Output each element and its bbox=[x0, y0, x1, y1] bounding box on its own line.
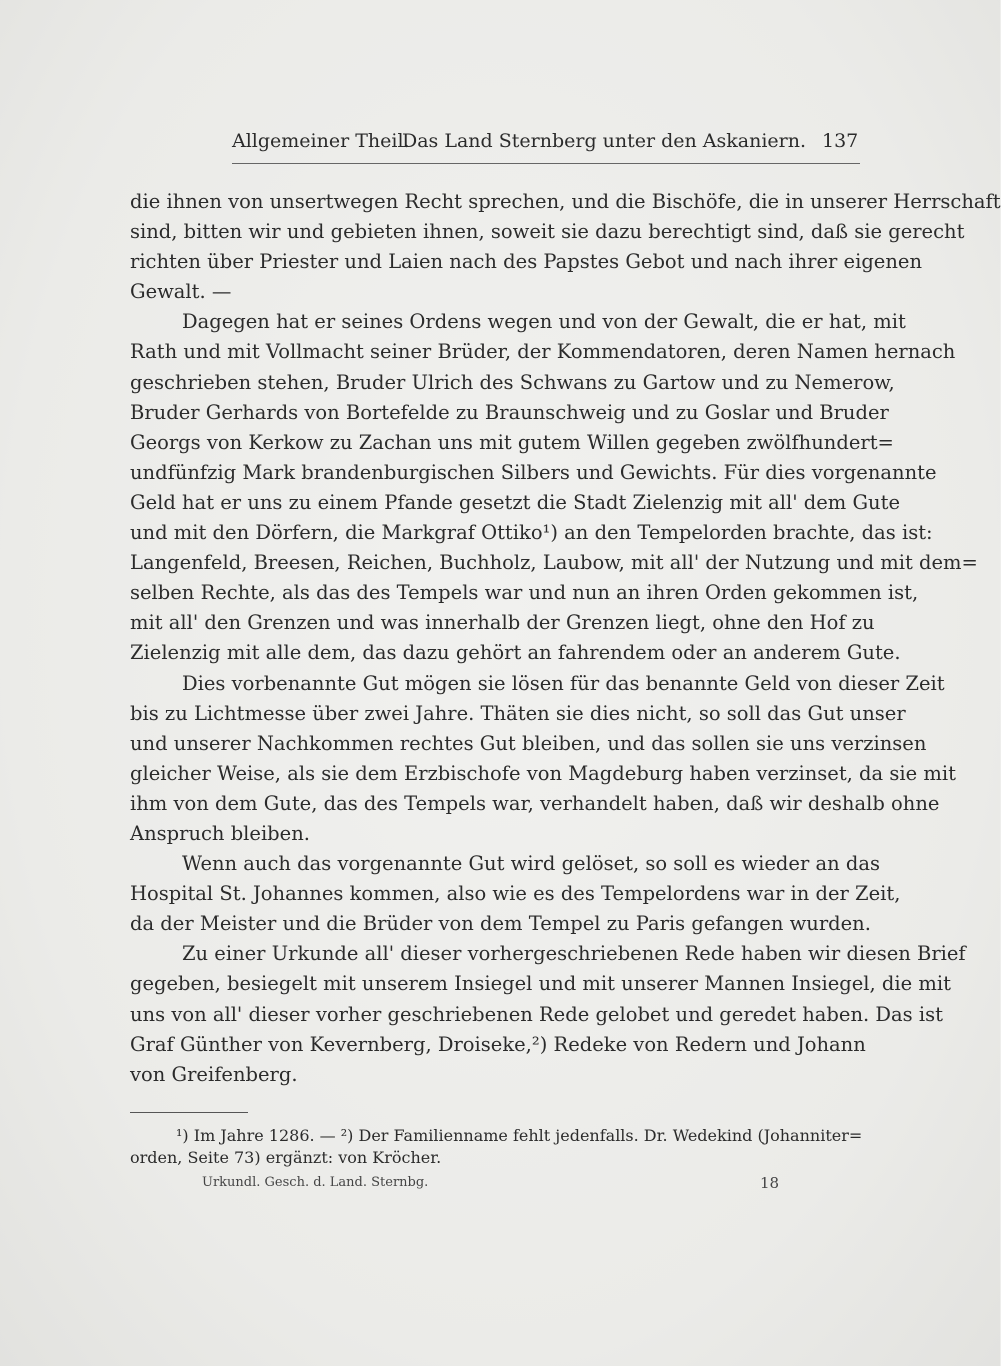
header-section: Allgemeiner Theil. bbox=[232, 130, 410, 152]
header-rule bbox=[232, 163, 860, 164]
body-line: Rath und mit Vollmacht seiner Brüder, der Kommendatoren, deren Namen hernach bbox=[130, 340, 956, 364]
body-line: Zu einer Urkunde all' dieser vorhergeschriebenen Rede haben wir diesen Brief bbox=[182, 942, 966, 966]
body-line: Wenn auch das vorgenannte Gut wird gelöset, so soll es wieder an das bbox=[182, 852, 880, 876]
body-line: gegeben, besiegelt mit unserem Insiegel und mit unserer Mannen Insiegel, die mit bbox=[130, 972, 951, 996]
body-line: Hospital St. Johannes kommen, also wie es des Tempelordens war in der Zeit, bbox=[130, 882, 901, 906]
body-line: selben Rechte, als das des Tempels war und nun an ihren Orden gekommen ist, bbox=[130, 581, 919, 605]
body-line: gleicher Weise, als sie dem Erzbischofe von Magdeburg haben verzinset, da sie mit bbox=[130, 761, 956, 785]
body-line: Langenfeld, Breesen, Reichen, Buchholz, Laubow, mit all' der Nutzung und mit dem= bbox=[130, 551, 978, 575]
body-line: Bruder Gerhards von Bortefelde zu Braunschweig und zu Goslar und Bruder bbox=[130, 400, 889, 424]
body-line: Dies vorbenannte Gut mögen sie lösen für das benannte Geld von dieser Zeit bbox=[182, 671, 945, 695]
footnotes bbox=[130, 1125, 862, 1169]
body-line: und unserer Nachkommen rechtes Gut bleiben, und das sollen sie uns verzinsen bbox=[130, 731, 927, 755]
footnote-line: orden, Seite 73) ergänzt: von Kröcher. bbox=[130, 1148, 442, 1167]
body-line: undfünfzig Mark brandenburgischen Silbers und Gewichts. Für dies vorgenannte bbox=[130, 460, 937, 484]
footnote-rule bbox=[130, 1112, 248, 1113]
body-line: und mit den Dörfern, die Markgraf Ottiko¹) an den Tempelorden brachte, das ist: bbox=[130, 521, 933, 545]
body-line: Graf Günther von Kevernberg, Droiseke,²) Redeke von Redern und Johann bbox=[130, 1032, 866, 1056]
body-line: Zielenzig mit alle dem, das dazu gehört an fahrendem oder an anderem Gute. bbox=[130, 641, 901, 665]
header-title: Das Land Sternberg unter den Askaniern. bbox=[402, 130, 807, 152]
body-line: richten über Priester und Laien nach des Papstes Gebot und nach ihrer eigenen bbox=[130, 250, 923, 274]
sheet-number: 18 bbox=[760, 1174, 780, 1192]
body-line: Georgs von Kerkow zu Zachan uns mit gutem Willen gegeben zwölfhundert= bbox=[130, 430, 894, 454]
body-line: mit all' den Grenzen und was innerhalb der Grenzen liegt, ohne den Hof zu bbox=[130, 611, 875, 635]
body-line: Anspruch bleiben. bbox=[130, 821, 310, 845]
body-text bbox=[130, 187, 1001, 1090]
footnote-line: ¹) Im Jahre 1286. — ²) Der Familienname fehlt jedenfalls. Dr. Wedekind (Johanniter= bbox=[176, 1126, 863, 1145]
body-line: sind, bitten wir und gebieten ihnen, soweit sie dazu berechtigt sind, daß sie gerecht bbox=[130, 220, 965, 244]
printer-signature: Urkundl. Gesch. d. Land. Sternbg. bbox=[202, 1175, 429, 1190]
body-line: Gewalt. — bbox=[130, 280, 232, 304]
body-line: die ihnen von unsertwegen Recht sprechen, und die Bischöfe, die in unserer Herrschaft bbox=[130, 190, 1001, 213]
body-line: bis zu Lichtmesse über zwei Jahre. Thäten sie dies nicht, so soll das Gut unser bbox=[130, 701, 906, 725]
body-line: von Greifenberg. bbox=[130, 1062, 298, 1086]
body-line: Geld hat er uns zu einem Pfande gesetzt die Stadt Zielenzig mit all' dem Gute bbox=[130, 490, 900, 514]
body-line: da der Meister und die Brüder von dem Tempel zu Paris gefangen wurden. bbox=[130, 912, 871, 936]
body-line: geschrieben stehen, Bruder Ulrich des Schwans zu Gartow und zu Nemerow, bbox=[130, 370, 895, 394]
body-line: Dagegen hat er seines Ordens wegen und von der Gewalt, die er hat, mit bbox=[182, 310, 906, 334]
running-header bbox=[232, 130, 860, 160]
body-line: ihm von dem Gute, das des Tempels war, verhandelt haben, daß wir deshalb ohne bbox=[130, 791, 940, 815]
page-number: 137 bbox=[822, 130, 859, 152]
body-line: uns von all' dieser vorher geschriebenen Rede gelobet und geredet haben. Das ist bbox=[130, 1002, 943, 1026]
